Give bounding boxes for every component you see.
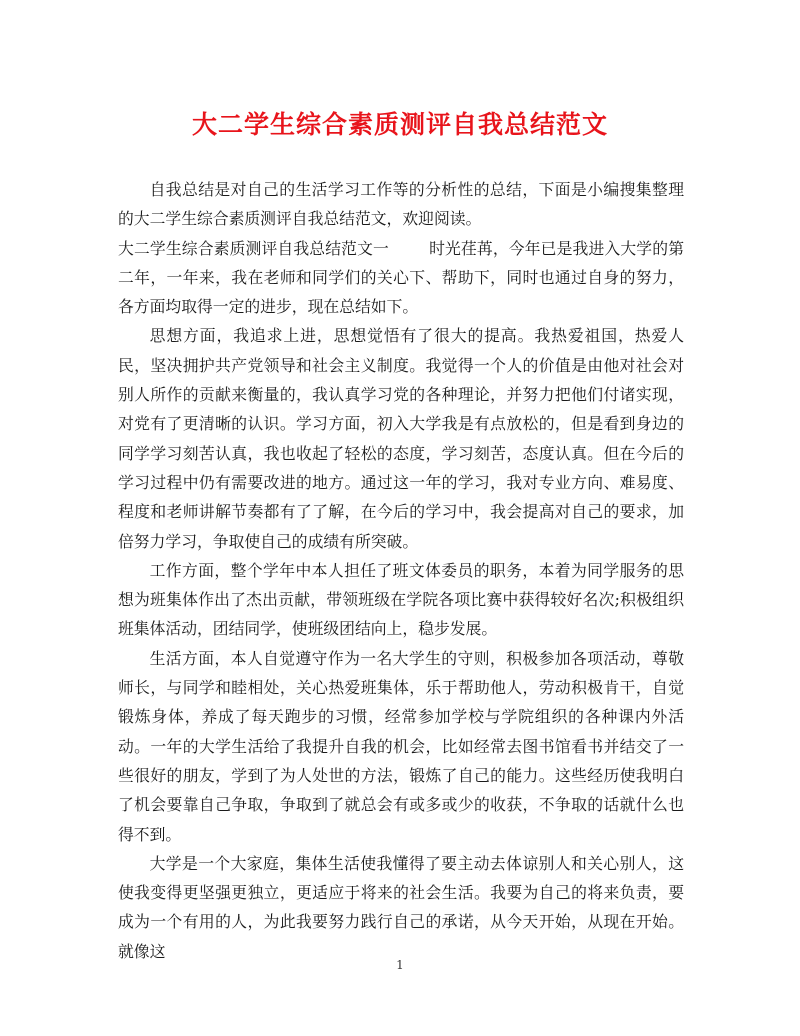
section-paragraph [118,234,684,322]
section-heading: 大二学生综合素质测评自我总结范文一 [118,238,389,258]
life-paragraph: 生活方面，本人自觉遵守作为一名大学生的守则，积极参加各项活动，尊敬师长，与同学和睦相处，关心热爱班集体，乐于帮助他人，劳动积极肯干，自觉锻炼身体，养成了每天跑步的习惯，经常参加学校与学院组织的各种课内外活动。一年的大学生活给了我提升自我的机会，比如经常去图书馆看书并结交了一些很好的朋友，学到了为人处世的方法，锻炼了自己的能力。这些经历使我明白了机会要靠自己争取，争取到了就总会有或多或少的收获，不争取的话就什么也得不到。 [118,648,684,844]
page-number: 1 [396,958,404,972]
document-body [118,175,684,966]
intro-paragraph: 自我总结是对自己的生活学习工作等的分析性的总结，下面是小编搜集整理的大二学生综合素质测评自我总结范文，欢迎阅读。 [118,180,684,229]
university-paragraph: 大学是一个大家庭，集体生活使我懂得了要主动去体谅别人和关心别人，这使我变得更坚强更独立，更适应于将来的社会生活。我要为自己的将来负责，要成为一个有用的人，为此我要努力践行自己的承诺，从今天开始，从现在开始。就像这 [118,853,684,961]
thought-paragraph: 思想方面，我追求上进，思想觉悟有了很大的提高。我热爱祖国，热爱人民，坚决拥护共产党领导和社会主义制度。我觉得一个人的价值是由他对社会对别人所作的贡献来衡量的，我认真学习党的各种理论，并努力把他们付诸实现，对党有了更清晰的认识。学习方面，初入大学我是有点放松的，但是看到身边的同学学习刻苦认真，我也收起了轻松的态度，学习刻苦，态度认真。但在今后的学习过程中仍有需要改进的地方。通过这一年的学习，我对专业方向、难易度、程度和老师讲解节奏都有了了解，在今后的学习中，我会提高对自己的要求，加倍努力学习，争取使自己的成绩有所突破。 [118,326,684,551]
document-title: 大二学生综合素质测评自我总结范文 [191,110,608,139]
section-intro: 时光荏苒，今年已是我进入大学的第二年，一年来，我在老师和同学们的关心下、帮助下，同时也通过自身的努力，各方面均取得一定的进步，现在总结如下。 [118,238,684,317]
work-paragraph: 工作方面，整个学年中本人担任了班文体委员的职务，本着为同学服务的思想为班集体作出了杰出贡献，带领班级在学院各项比赛中获得较好名次;积极组织班集体活动，团结同学，使班级团结向上，稳步发展。 [118,560,684,639]
